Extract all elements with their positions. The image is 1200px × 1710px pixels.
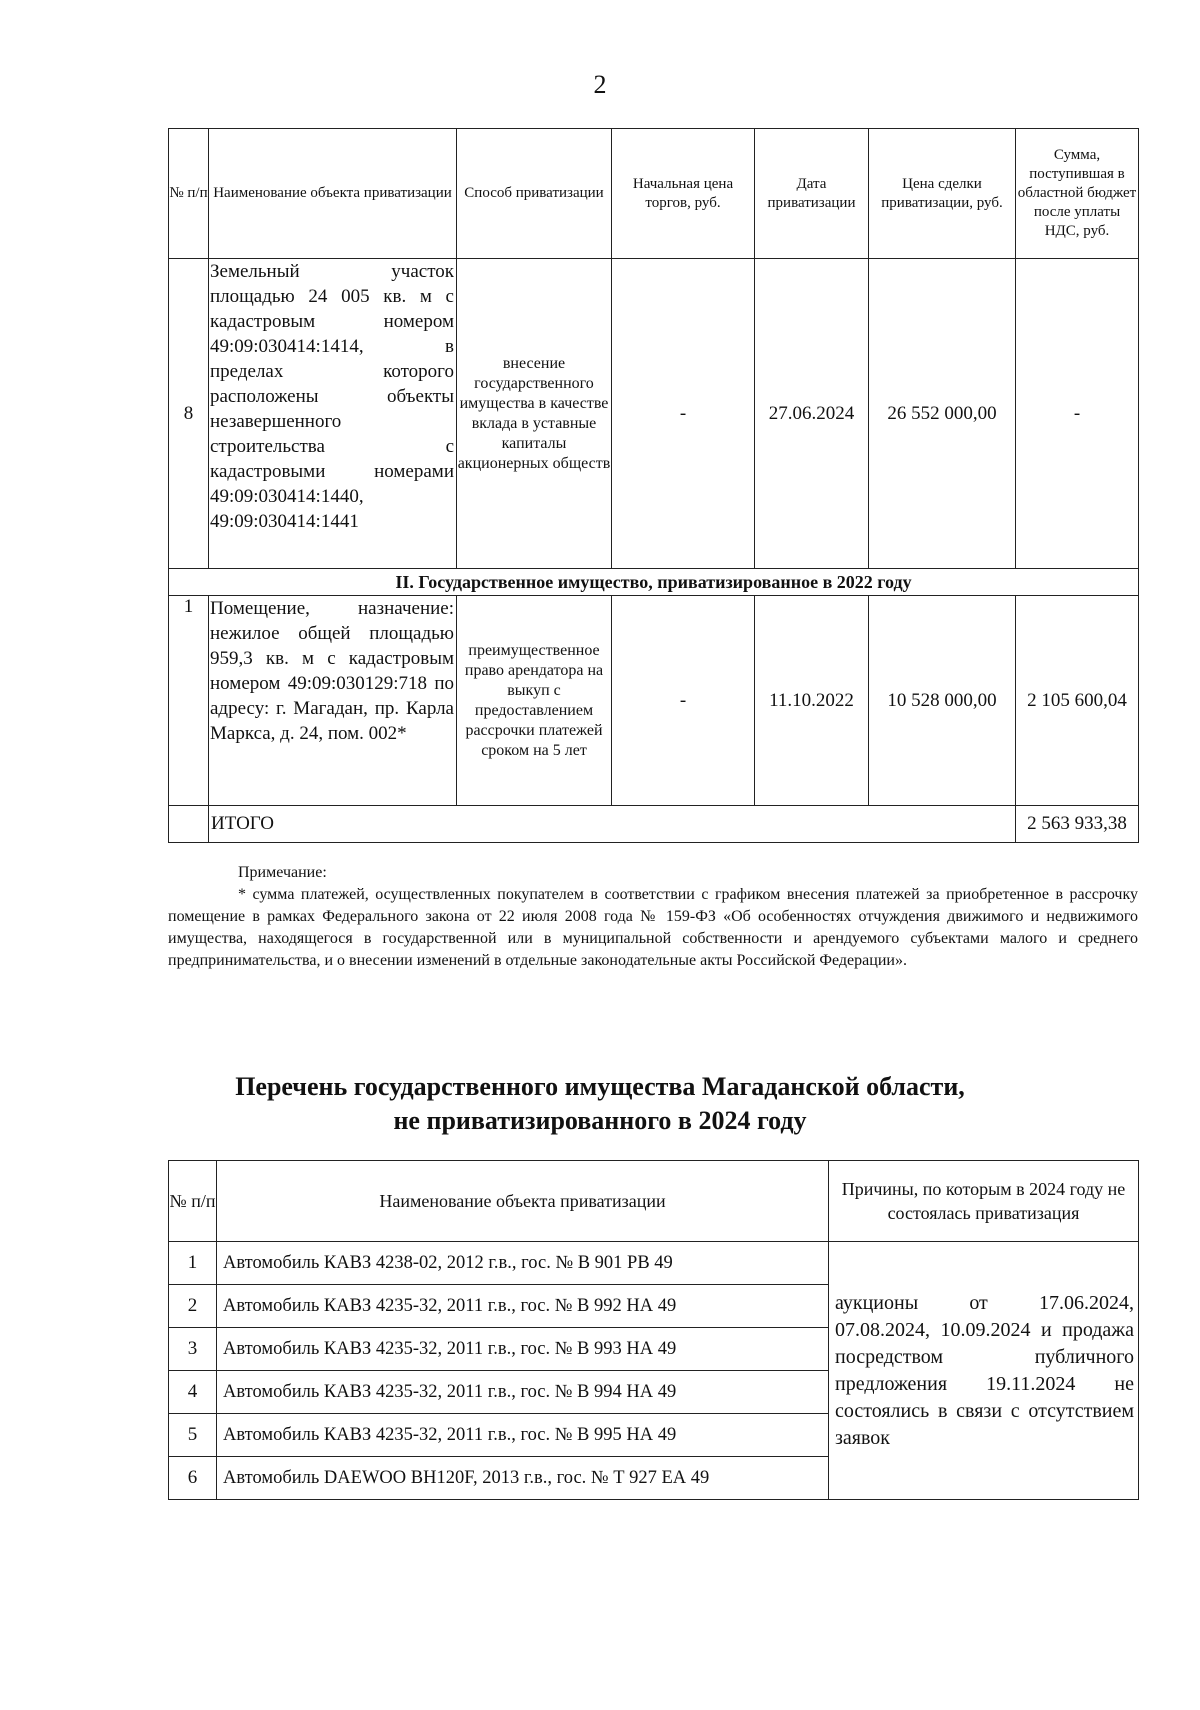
note-heading: Примечание: — [238, 864, 327, 881]
row-num: 6 — [169, 1457, 217, 1500]
note-text: * сумма платежей, осуществленных покупателем в соответствии с графиком внесения платежей за приобретенное в рассрочку помещение в рамках Федерального закона от 22 июля 2008 года № 159-ФЗ «Об особенностях отчуждения движимого и недвижимого имущества, находящегося в государственной или в муниципальной собственности и арендуемого субъектами малого и среднего предпринимательства, и о внесении изменений в отдельные законодательные акты Российской Федерации». — [168, 886, 1138, 969]
row-name: Автомобиль КАВЗ 4235-32, 2011 г.в., гос. № В 992 НА 49 — [217, 1285, 829, 1328]
header-start-price: Начальная цена торгов, руб. — [612, 129, 755, 259]
section-heading-row — [169, 569, 1139, 596]
total-label: ИТОГО — [209, 806, 1016, 843]
table-header-row — [169, 1161, 1139, 1242]
section-heading: II. Государственное имущество, приватизированное в 2022 году — [169, 569, 1139, 596]
row-name: Автомобиль DAEWOO BH120F, 2013 г.в., гос. № Т 927 ЕА 49 — [217, 1457, 829, 1500]
row-num: 1 — [169, 596, 209, 806]
row-start-price: - — [612, 596, 755, 806]
table-row — [169, 1242, 1139, 1285]
row-method: внесение государственного имущества в качестве вклада в уставные капиталы акционерных обществ — [457, 259, 612, 569]
row-sum: - — [1016, 259, 1139, 569]
row-name: Автомобиль КАВЗ 4235-32, 2011 г.в., гос. № В 993 НА 49 — [217, 1328, 829, 1371]
row-num: 1 — [169, 1242, 217, 1285]
row-num: 4 — [169, 1371, 217, 1414]
header-name: Наименование объекта приватизации — [209, 129, 457, 259]
total-row — [169, 806, 1139, 843]
reason-cell: аукционы от 17.06.2024, 07.08.2024, 10.09.2024 и продажа посредством публичного предложения 19.11.2024 не состоялись в связи с отсутствием заявок — [829, 1242, 1139, 1500]
total-num-cell — [169, 806, 209, 843]
row-num: 5 — [169, 1414, 217, 1457]
header-deal-price: Цена сделки приватизации, руб. — [869, 129, 1016, 259]
row-sum: 2 105 600,04 — [1016, 596, 1139, 806]
header-reason: Причины, по которым в 2024 году не состоялась приватизация — [829, 1161, 1139, 1242]
row-name: Автомобиль КАВЗ 4235-32, 2011 г.в., гос. № В 995 НА 49 — [217, 1414, 829, 1457]
row-deal-price: 10 528 000,00 — [869, 596, 1016, 806]
row-date: 11.10.2022 — [755, 596, 869, 806]
row-start-price: - — [612, 259, 755, 569]
section-title-line1: Перечень государственного имущества Магаданской области, — [235, 1072, 965, 1101]
header-date: Дата приватизации — [755, 129, 869, 259]
row-name: Автомобиль КАВЗ 4235-32, 2011 г.в., гос. № В 994 НА 49 — [217, 1371, 829, 1414]
not-privatized-table — [168, 1160, 1139, 1500]
table-row — [169, 596, 1139, 806]
total-value: 2 563 933,38 — [1016, 806, 1139, 843]
header-name: Наименование объекта приватизации — [217, 1161, 829, 1242]
section-title-line2: не приватизированного в 2024 году — [393, 1106, 807, 1135]
header-sum: Сумма, поступившая в областной бюджет после уплаты НДС, руб. — [1016, 129, 1139, 259]
row-name: Земельный участок площадью 24 005 кв. м с кадастровым номером 49:09:030414:1414, в пределах которого расположены объекты незавершенного строительства с кадастровыми номерами 49:09:030414:1440, 49:09:030414:1441 — [209, 259, 457, 569]
header-num: № п/п — [169, 1161, 217, 1242]
note — [168, 862, 1138, 972]
header-method: Способ приватизации — [457, 129, 612, 259]
table-header-row — [169, 129, 1139, 259]
page-number: 2 — [593, 70, 607, 99]
table-row — [169, 259, 1139, 569]
row-num: 2 — [169, 1285, 217, 1328]
row-num: 3 — [169, 1328, 217, 1371]
row-num: 8 — [169, 259, 209, 569]
section-title — [0, 1070, 1200, 1138]
row-deal-price: 26 552 000,00 — [869, 259, 1016, 569]
privatized-property-table — [168, 128, 1139, 843]
header-num: № п/п — [169, 129, 209, 259]
row-name: Автомобиль КАВЗ 4238-02, 2012 г.в., гос. № В 901 РВ 49 — [217, 1242, 829, 1285]
row-name: Помещение, назначение: нежилое общей площадью 959,3 кв. м с кадастровым номером 49:09:030129:718 по адресу: г. Магадан, пр. Карла Маркса, д. 24, пом. 002* — [209, 596, 457, 806]
row-method: преимущественное право арендатора на выкуп с предоставлением рассрочки платежей сроком на 5 лет — [457, 596, 612, 806]
row-date: 27.06.2024 — [755, 259, 869, 569]
